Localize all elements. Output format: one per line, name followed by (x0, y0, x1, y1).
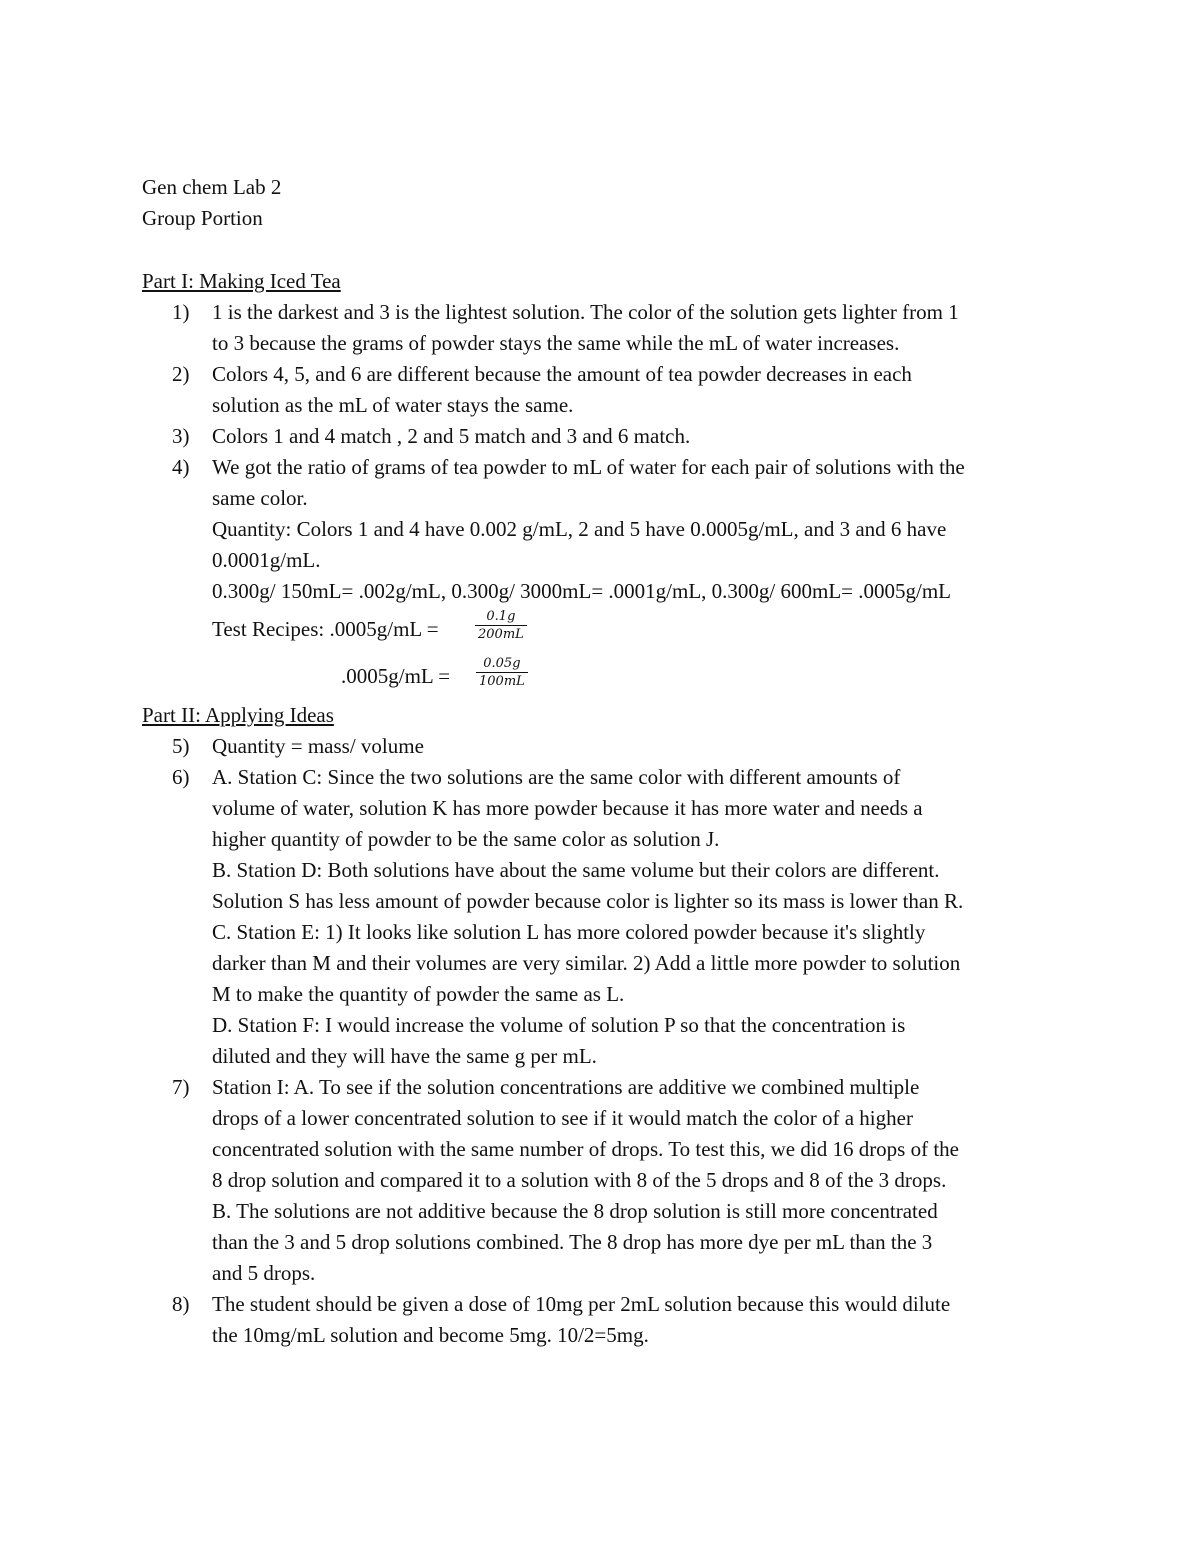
test-recipe-line-1: Test Recipes: .0005g/mL = (212, 617, 439, 641)
test-recipe-line-2: .0005g/mL = (341, 664, 451, 688)
item-line: to 3 because the grams of powder stays the same while the mL of water increases. (212, 331, 900, 355)
item-line: 0.300g/ 150mL= .002g/mL, 0.300g/ 3000mL= .0001g/mL, 0.300g/ 600mL= .0005g/mL (212, 579, 952, 603)
item-number: 1) (172, 300, 190, 324)
document-subtitle: Group Portion (142, 206, 263, 230)
item-line: Colors 1 and 4 match , 2 and 5 match and 3 and 6 match. (212, 424, 691, 448)
item-number: 8) (172, 1292, 190, 1316)
item-line: darker than M and their volumes are very similar. 2) Add a little more powder to solution (212, 951, 961, 975)
item-line: the 10mg/mL solution and become 5mg. 10/2=5mg. (212, 1323, 649, 1347)
item-number: 5) (172, 734, 190, 758)
item-line: D. Station F: I would increase the volume of solution P so that the concentration is (212, 1013, 906, 1037)
item-number: 3) (172, 424, 190, 448)
item-line: higher quantity of powder to be the same color as solution J. (212, 827, 720, 851)
item-number: 7) (172, 1075, 190, 1099)
item-number: 2) (172, 362, 190, 386)
item-line: same color. (212, 486, 308, 510)
item-line: concentrated solution with the same number of drops. To test this, we did 16 drops of the (212, 1137, 960, 1161)
part1-heading: Part I: Making Iced Tea (142, 269, 341, 293)
item-line: C. Station E: 1) It looks like solution L has more colored powder because it's slightly (212, 920, 926, 944)
fraction-numerator: 0.1g (475, 609, 527, 626)
recipe-fraction-2 (476, 656, 528, 689)
fraction-numerator: 0.05g (476, 656, 528, 673)
item-line: volume of water, solution K has more powder because it has more water and needs a (212, 796, 923, 820)
part2-heading: Part II: Applying Ideas (142, 703, 334, 727)
item-number: 4) (172, 455, 190, 479)
item-line: diluted and they will have the same g per mL. (212, 1044, 597, 1068)
item-line: The student should be given a dose of 10mg per 2mL solution because this would dilute (212, 1292, 951, 1316)
item-number: 6) (172, 765, 190, 789)
item-line: Quantity = mass/ volume (212, 734, 424, 758)
item-line: Solution S has less amount of powder because color is lighter so its mass is lower than R. (212, 889, 964, 913)
item-line: Station I: A. To see if the solution concentrations are additive we combined multiple (212, 1075, 920, 1099)
item-line: 0.0001g/mL. (212, 548, 321, 572)
item-line: A. Station C: Since the two solutions are the same color with different amounts of (212, 765, 901, 789)
item-line: We got the ratio of grams of tea powder to mL of water for each pair of solutions with the (212, 455, 965, 479)
fraction-denominator: 100mL (479, 674, 525, 689)
document-title: Gen chem Lab 2 (142, 175, 282, 199)
item-line: 1 is the darkest and 3 is the lightest solution. The color of the solution gets lighter from 1 (212, 300, 959, 324)
item-line: M to make the quantity of powder the same as L. (212, 982, 625, 1006)
item-line: 8 drop solution and compared it to a solution with 8 of the 5 drops and 8 of the 3 drops. (212, 1168, 947, 1192)
fraction-denominator: 200mL (478, 627, 524, 642)
item-line: than the 3 and 5 drop solutions combined. The 8 drop has more dye per mL than the 3 (212, 1230, 933, 1254)
recipe-fraction-1 (475, 609, 527, 642)
item-line: and 5 drops. (212, 1261, 316, 1285)
item-line: solution as the mL of water stays the same. (212, 393, 574, 417)
item-line: Quantity: Colors 1 and 4 have 0.002 g/mL, 2 and 5 have 0.0005g/mL, and 3 and 6 have (212, 517, 947, 541)
item-line: drops of a lower concentrated solution to see if it would match the color of a higher (212, 1106, 913, 1130)
item-line: B. Station D: Both solutions have about the same volume but their colors are different. (212, 858, 940, 882)
item-line: B. The solutions are not additive because the 8 drop solution is still more concentrated (212, 1199, 938, 1223)
item-line: Colors 4, 5, and 6 are different because the amount of tea powder decreases in each (212, 362, 912, 386)
